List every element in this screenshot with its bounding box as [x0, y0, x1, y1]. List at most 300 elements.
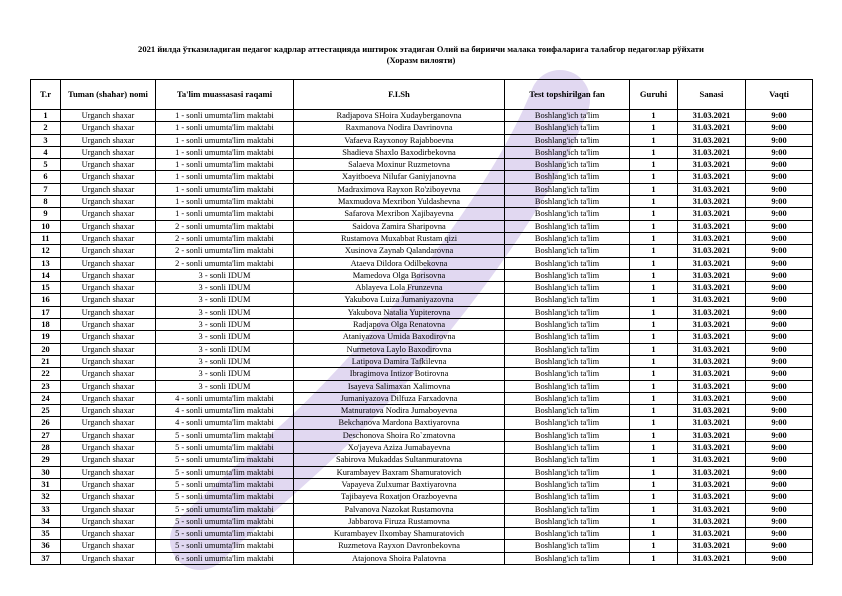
- cell-district: Urganch shaxar: [61, 282, 156, 294]
- table-row: [31, 392, 813, 404]
- cell-number: 17: [31, 306, 61, 318]
- cell-institution: 1 - sonli umumta'lim maktabi: [156, 122, 294, 134]
- title-line-2: (Хоразм вилояти): [386, 55, 456, 65]
- cell-date: 31.03.2021: [678, 528, 746, 540]
- cell-subject: Boshlang'ich ta'lim: [505, 503, 630, 515]
- cell-institution: 3 - sonli IDUM: [156, 269, 294, 281]
- cell-date: 31.03.2021: [678, 220, 746, 232]
- cell-subject: Boshlang'ich ta'lim: [505, 134, 630, 146]
- cell-number: 35: [31, 528, 61, 540]
- cell-district: Urganch shaxar: [61, 208, 156, 220]
- cell-date: 31.03.2021: [678, 232, 746, 244]
- cell-district: Urganch shaxar: [61, 355, 156, 367]
- cell-number: 3: [31, 134, 61, 146]
- cell-date: 31.03.2021: [678, 368, 746, 380]
- cell-number: 16: [31, 294, 61, 306]
- cell-group: 1: [630, 269, 678, 281]
- cell-institution: 5 - sonli umumta'lim maktabi: [156, 429, 294, 441]
- cell-group: 1: [630, 319, 678, 331]
- cell-time: 9:00: [746, 380, 813, 392]
- cell-date: 31.03.2021: [678, 257, 746, 269]
- cell-district: Urganch shaxar: [61, 442, 156, 454]
- cell-institution: 3 - sonli IDUM: [156, 306, 294, 318]
- cell-subject: Boshlang'ich ta'lim: [505, 159, 630, 171]
- cell-group: 1: [630, 208, 678, 220]
- cell-district: Urganch shaxar: [61, 110, 156, 122]
- cell-fullname: Vafaeva Rayxonoy Rajabboevna: [294, 134, 505, 146]
- cell-number: 32: [31, 491, 61, 503]
- cell-fullname: Ablayeva Lola Frunzevna: [294, 282, 505, 294]
- cell-number: 15: [31, 282, 61, 294]
- cell-number: 13: [31, 257, 61, 269]
- cell-group: 1: [630, 454, 678, 466]
- cell-number: 9: [31, 208, 61, 220]
- cell-district: Urganch shaxar: [61, 380, 156, 392]
- cell-time: 9:00: [746, 528, 813, 540]
- cell-institution: 1 - sonli umumta'lim maktabi: [156, 110, 294, 122]
- header-group: Guruhi: [630, 80, 678, 110]
- cell-subject: Boshlang'ich ta'lim: [505, 282, 630, 294]
- cell-fullname: Matnuratova Nodira Jumaboyevna: [294, 405, 505, 417]
- cell-group: 1: [630, 122, 678, 134]
- cell-subject: Boshlang'ich ta'lim: [505, 220, 630, 232]
- table-row: [31, 196, 813, 208]
- cell-number: 2: [31, 122, 61, 134]
- header-district: Tuman (shahar) nomi: [61, 80, 156, 110]
- cell-subject: Boshlang'ich ta'lim: [505, 528, 630, 540]
- cell-institution: 1 - sonli umumta'lim maktabi: [156, 171, 294, 183]
- cell-number: 21: [31, 355, 61, 367]
- cell-group: 1: [630, 183, 678, 195]
- header-row: [31, 80, 813, 110]
- cell-time: 9:00: [746, 122, 813, 134]
- cell-date: 31.03.2021: [678, 540, 746, 552]
- cell-group: 1: [630, 146, 678, 158]
- cell-subject: Boshlang'ich ta'lim: [505, 442, 630, 454]
- cell-date: 31.03.2021: [678, 343, 746, 355]
- cell-fullname: Palvanova Nazokat Rustamovna: [294, 503, 505, 515]
- cell-fullname: Isayeva Salimaxan Xalimovna: [294, 380, 505, 392]
- cell-institution: 2 - sonli umumta'lim maktabi: [156, 257, 294, 269]
- cell-number: 34: [31, 515, 61, 527]
- cell-time: 9:00: [746, 331, 813, 343]
- cell-date: 31.03.2021: [678, 146, 746, 158]
- cell-number: 14: [31, 269, 61, 281]
- cell-fullname: Raxmanova Nodira Davrinovna: [294, 122, 505, 134]
- cell-number: 11: [31, 232, 61, 244]
- cell-time: 9:00: [746, 392, 813, 404]
- cell-district: Urganch shaxar: [61, 269, 156, 281]
- cell-date: 31.03.2021: [678, 380, 746, 392]
- cell-time: 9:00: [746, 110, 813, 122]
- cell-fullname: Salaeva Moxinur Ruzmetovna: [294, 159, 505, 171]
- cell-subject: Boshlang'ich ta'lim: [505, 331, 630, 343]
- cell-number: 8: [31, 196, 61, 208]
- cell-institution: 1 - sonli umumta'lim maktabi: [156, 159, 294, 171]
- cell-group: 1: [630, 528, 678, 540]
- cell-number: 30: [31, 466, 61, 478]
- cell-time: 9:00: [746, 183, 813, 195]
- cell-group: 1: [630, 503, 678, 515]
- cell-institution: 5 - sonli umumta'lim maktabi: [156, 503, 294, 515]
- cell-district: Urganch shaxar: [61, 515, 156, 527]
- cell-institution: 5 - sonli umumta'lim maktabi: [156, 491, 294, 503]
- cell-time: 9:00: [746, 196, 813, 208]
- cell-district: Urganch shaxar: [61, 528, 156, 540]
- cell-group: 1: [630, 282, 678, 294]
- cell-time: 9:00: [746, 171, 813, 183]
- cell-group: 1: [630, 466, 678, 478]
- cell-date: 31.03.2021: [678, 417, 746, 429]
- title-line-1: 2021 йилда ўтказиладиган педагог кадрлар аттестацияда иштирок этадиган Олий ва биринчи малака тоифаларига талабгор педагоглар рўйхати: [138, 44, 704, 54]
- cell-fullname: Vapayeva Zulxumar Baxtiyarovna: [294, 478, 505, 490]
- cell-number: 5: [31, 159, 61, 171]
- cell-institution: 5 - sonli umumta'lim maktabi: [156, 540, 294, 552]
- cell-district: Urganch shaxar: [61, 319, 156, 331]
- cell-institution: 5 - sonli umumta'lim maktabi: [156, 442, 294, 454]
- cell-subject: Boshlang'ich ta'lim: [505, 515, 630, 527]
- candidates-table: [30, 79, 813, 565]
- cell-district: Urganch shaxar: [61, 503, 156, 515]
- cell-group: 1: [630, 442, 678, 454]
- table-row: [31, 122, 813, 134]
- cell-time: 9:00: [746, 343, 813, 355]
- table-row: [31, 319, 813, 331]
- cell-date: 31.03.2021: [678, 515, 746, 527]
- table-row: [31, 146, 813, 158]
- cell-institution: 1 - sonli umumta'lim maktabi: [156, 134, 294, 146]
- cell-group: 1: [630, 306, 678, 318]
- cell-institution: 4 - sonli umumta'lim maktabi: [156, 405, 294, 417]
- cell-group: 1: [630, 515, 678, 527]
- cell-fullname: Rustamova Muxabbat Rustam qizi: [294, 232, 505, 244]
- cell-subject: Boshlang'ich ta'lim: [505, 478, 630, 490]
- table-row: [31, 552, 813, 564]
- cell-time: 9:00: [746, 306, 813, 318]
- cell-time: 9:00: [746, 417, 813, 429]
- cell-institution: 1 - sonli umumta'lim maktabi: [156, 146, 294, 158]
- cell-district: Urganch shaxar: [61, 552, 156, 564]
- cell-group: 1: [630, 196, 678, 208]
- cell-subject: Boshlang'ich ta'lim: [505, 355, 630, 367]
- cell-date: 31.03.2021: [678, 171, 746, 183]
- cell-group: 1: [630, 294, 678, 306]
- cell-fullname: Tajibayeva Roxatjon Orazboyevna: [294, 491, 505, 503]
- cell-date: 31.03.2021: [678, 478, 746, 490]
- cell-institution: 1 - sonli umumta'lim maktabi: [156, 183, 294, 195]
- cell-date: 31.03.2021: [678, 306, 746, 318]
- cell-fullname: Nurmetova Laylo Baxodirovna: [294, 343, 505, 355]
- cell-subject: Boshlang'ich ta'lim: [505, 540, 630, 552]
- cell-date: 31.03.2021: [678, 122, 746, 134]
- cell-district: Urganch shaxar: [61, 306, 156, 318]
- cell-fullname: Kurambayev Baxram Shamuratovich: [294, 466, 505, 478]
- table-row: [31, 442, 813, 454]
- cell-fullname: Saidova Zamira Sharipovna: [294, 220, 505, 232]
- cell-fullname: Radjapova Olga Renatovna: [294, 319, 505, 331]
- cell-fullname: Radjapova SHoira Xudayberganovna: [294, 110, 505, 122]
- cell-subject: Boshlang'ich ta'lim: [505, 343, 630, 355]
- cell-fullname: Deschonova Shoira Ro`zmatovna: [294, 429, 505, 441]
- cell-number: 4: [31, 146, 61, 158]
- table-row: [31, 368, 813, 380]
- cell-time: 9:00: [746, 159, 813, 171]
- header-fullname: F.I.Sh: [294, 80, 505, 110]
- cell-group: 1: [630, 429, 678, 441]
- table-row: [31, 466, 813, 478]
- cell-group: 1: [630, 380, 678, 392]
- table-row: [31, 110, 813, 122]
- cell-fullname: Madraximova Rayxon Ro'ziboyevna: [294, 183, 505, 195]
- cell-group: 1: [630, 392, 678, 404]
- cell-fullname: Ruzmetova Rayxon Davronbekovna: [294, 540, 505, 552]
- cell-date: 31.03.2021: [678, 319, 746, 331]
- cell-fullname: Sabirova Mukaddas Sultanmuratovna: [294, 454, 505, 466]
- cell-institution: 2 - sonli umumta'lim maktabi: [156, 245, 294, 257]
- table-row: [31, 454, 813, 466]
- cell-number: 7: [31, 183, 61, 195]
- table-row: [31, 171, 813, 183]
- cell-group: 1: [630, 343, 678, 355]
- cell-number: 19: [31, 331, 61, 343]
- table-row: [31, 429, 813, 441]
- table-row: [31, 208, 813, 220]
- cell-subject: Boshlang'ich ta'lim: [505, 232, 630, 244]
- cell-institution: 3 - sonli IDUM: [156, 331, 294, 343]
- cell-district: Urganch shaxar: [61, 122, 156, 134]
- cell-time: 9:00: [746, 454, 813, 466]
- cell-institution: 4 - sonli umumta'lim maktabi: [156, 392, 294, 404]
- cell-subject: Boshlang'ich ta'lim: [505, 552, 630, 564]
- table-row: [31, 159, 813, 171]
- cell-fullname: Maxmudova Mexribon Yuldashevna: [294, 196, 505, 208]
- cell-subject: Boshlang'ich ta'lim: [505, 122, 630, 134]
- cell-subject: Boshlang'ich ta'lim: [505, 183, 630, 195]
- cell-institution: 3 - sonli IDUM: [156, 294, 294, 306]
- cell-subject: Boshlang'ich ta'lim: [505, 196, 630, 208]
- cell-institution: 1 - sonli umumta'lim maktabi: [156, 196, 294, 208]
- cell-group: 1: [630, 331, 678, 343]
- cell-subject: Boshlang'ich ta'lim: [505, 110, 630, 122]
- cell-fullname: Jumaniyazova Dilfuza Farxadovna: [294, 392, 505, 404]
- cell-date: 31.03.2021: [678, 552, 746, 564]
- cell-number: 33: [31, 503, 61, 515]
- cell-time: 9:00: [746, 232, 813, 244]
- cell-time: 9:00: [746, 491, 813, 503]
- cell-fullname: Ibragimova Intizor Botirovna: [294, 368, 505, 380]
- cell-group: 1: [630, 540, 678, 552]
- cell-number: 27: [31, 429, 61, 441]
- cell-number: 10: [31, 220, 61, 232]
- cell-number: 37: [31, 552, 61, 564]
- cell-fullname: Atajonova Shoira Palatovna: [294, 552, 505, 564]
- cell-date: 31.03.2021: [678, 208, 746, 220]
- cell-number: 1: [31, 110, 61, 122]
- cell-group: 1: [630, 110, 678, 122]
- cell-time: 9:00: [746, 552, 813, 564]
- cell-institution: 3 - sonli IDUM: [156, 355, 294, 367]
- cell-date: 31.03.2021: [678, 110, 746, 122]
- cell-time: 9:00: [746, 429, 813, 441]
- cell-number: 26: [31, 417, 61, 429]
- cell-district: Urganch shaxar: [61, 245, 156, 257]
- table-row: [31, 183, 813, 195]
- cell-time: 9:00: [746, 355, 813, 367]
- cell-district: Urganch shaxar: [61, 232, 156, 244]
- cell-institution: 2 - sonli umumta'lim maktabi: [156, 232, 294, 244]
- table-row: [31, 528, 813, 540]
- table-row: [31, 282, 813, 294]
- cell-institution: 5 - sonli umumta'lim maktabi: [156, 454, 294, 466]
- cell-group: 1: [630, 171, 678, 183]
- table-row: [31, 306, 813, 318]
- cell-group: 1: [630, 220, 678, 232]
- cell-district: Urganch shaxar: [61, 392, 156, 404]
- cell-fullname: Kurambayev Ilxombay Shamuratovich: [294, 528, 505, 540]
- cell-institution: 3 - sonli IDUM: [156, 282, 294, 294]
- cell-date: 31.03.2021: [678, 196, 746, 208]
- cell-subject: Boshlang'ich ta'lim: [505, 257, 630, 269]
- cell-fullname: Safarova Mexribon Xajibayevna: [294, 208, 505, 220]
- cell-time: 9:00: [746, 220, 813, 232]
- cell-group: 1: [630, 355, 678, 367]
- cell-subject: Boshlang'ich ta'lim: [505, 380, 630, 392]
- cell-number: 20: [31, 343, 61, 355]
- table-row: [31, 294, 813, 306]
- table-header: [31, 80, 813, 110]
- cell-subject: Boshlang'ich ta'lim: [505, 294, 630, 306]
- cell-fullname: Bekchanova Mardona Baxtiyarovna: [294, 417, 505, 429]
- cell-subject: Boshlang'ich ta'lim: [505, 466, 630, 478]
- cell-district: Urganch shaxar: [61, 294, 156, 306]
- cell-district: Urganch shaxar: [61, 491, 156, 503]
- table-row: [31, 515, 813, 527]
- cell-group: 1: [630, 552, 678, 564]
- cell-district: Urganch shaxar: [61, 478, 156, 490]
- cell-time: 9:00: [746, 540, 813, 552]
- cell-time: 9:00: [746, 405, 813, 417]
- cell-date: 31.03.2021: [678, 405, 746, 417]
- header-date: Sanasi: [678, 80, 746, 110]
- cell-number: 18: [31, 319, 61, 331]
- table-row: [31, 478, 813, 490]
- cell-institution: 5 - sonli umumta'lim maktabi: [156, 528, 294, 540]
- cell-subject: Boshlang'ich ta'lim: [505, 368, 630, 380]
- cell-institution: 3 - sonli IDUM: [156, 368, 294, 380]
- cell-group: 1: [630, 159, 678, 171]
- cell-subject: Boshlang'ich ta'lim: [505, 405, 630, 417]
- cell-subject: Boshlang'ich ta'lim: [505, 429, 630, 441]
- cell-date: 31.03.2021: [678, 159, 746, 171]
- cell-group: 1: [630, 232, 678, 244]
- cell-subject: Boshlang'ich ta'lim: [505, 392, 630, 404]
- cell-institution: 5 - sonli umumta'lim maktabi: [156, 515, 294, 527]
- table-row: [31, 245, 813, 257]
- cell-institution: 3 - sonli IDUM: [156, 380, 294, 392]
- cell-date: 31.03.2021: [678, 355, 746, 367]
- table-row: [31, 380, 813, 392]
- table-row: [31, 503, 813, 515]
- cell-district: Urganch shaxar: [61, 454, 156, 466]
- cell-date: 31.03.2021: [678, 282, 746, 294]
- cell-district: Urganch shaxar: [61, 368, 156, 380]
- cell-subject: Boshlang'ich ta'lim: [505, 319, 630, 331]
- cell-time: 9:00: [746, 319, 813, 331]
- cell-institution: 2 - sonli umumta'lim maktabi: [156, 220, 294, 232]
- cell-number: 31: [31, 478, 61, 490]
- cell-time: 9:00: [746, 503, 813, 515]
- cell-date: 31.03.2021: [678, 491, 746, 503]
- cell-group: 1: [630, 405, 678, 417]
- header-tr: T.r: [31, 80, 61, 110]
- cell-date: 31.03.2021: [678, 183, 746, 195]
- cell-district: Urganch shaxar: [61, 417, 156, 429]
- cell-district: Urganch shaxar: [61, 540, 156, 552]
- cell-institution: 5 - sonli umumta'lim maktabi: [156, 478, 294, 490]
- cell-time: 9:00: [746, 134, 813, 146]
- cell-time: 9:00: [746, 269, 813, 281]
- table-row: [31, 232, 813, 244]
- cell-district: Urganch shaxar: [61, 146, 156, 158]
- cell-number: 25: [31, 405, 61, 417]
- table-row: [31, 257, 813, 269]
- cell-institution: 5 - sonli umumta'lim maktabi: [156, 466, 294, 478]
- cell-time: 9:00: [746, 146, 813, 158]
- cell-district: Urganch shaxar: [61, 171, 156, 183]
- cell-institution: 3 - sonli IDUM: [156, 343, 294, 355]
- cell-time: 9:00: [746, 478, 813, 490]
- cell-subject: Boshlang'ich ta'lim: [505, 171, 630, 183]
- cell-institution: 6 - sonli umumta'lim maktabi: [156, 552, 294, 564]
- cell-fullname: Latipova Damira Tafkilevna: [294, 355, 505, 367]
- cell-fullname: Xo'jayeva Aziza Jumabayevna: [294, 442, 505, 454]
- cell-district: Urganch shaxar: [61, 429, 156, 441]
- cell-date: 31.03.2021: [678, 429, 746, 441]
- cell-time: 9:00: [746, 466, 813, 478]
- cell-institution: 4 - sonli umumta'lim maktabi: [156, 417, 294, 429]
- cell-subject: Boshlang'ich ta'lim: [505, 245, 630, 257]
- cell-date: 31.03.2021: [678, 442, 746, 454]
- cell-date: 31.03.2021: [678, 503, 746, 515]
- cell-district: Urganch shaxar: [61, 405, 156, 417]
- cell-group: 1: [630, 368, 678, 380]
- cell-fullname: Shadieva Shaxlo Baxodirbekovna: [294, 146, 505, 158]
- cell-subject: Boshlang'ich ta'lim: [505, 491, 630, 503]
- cell-time: 9:00: [746, 208, 813, 220]
- cell-number: 23: [31, 380, 61, 392]
- cell-district: Urganch shaxar: [61, 220, 156, 232]
- cell-subject: Boshlang'ich ta'lim: [505, 454, 630, 466]
- cell-time: 9:00: [746, 515, 813, 527]
- cell-subject: Boshlang'ich ta'lim: [505, 269, 630, 281]
- header-subject: Test topshirilgan fan: [505, 80, 630, 110]
- cell-group: 1: [630, 417, 678, 429]
- cell-subject: Boshlang'ich ta'lim: [505, 306, 630, 318]
- cell-district: Urganch shaxar: [61, 196, 156, 208]
- cell-fullname: Ataniyazova Umida Baxodirovna: [294, 331, 505, 343]
- cell-group: 1: [630, 257, 678, 269]
- cell-fullname: Mamedova Olga Borisovna: [294, 269, 505, 281]
- cell-number: 6: [31, 171, 61, 183]
- cell-group: 1: [630, 245, 678, 257]
- cell-number: 36: [31, 540, 61, 552]
- cell-district: Urganch shaxar: [61, 343, 156, 355]
- cell-number: 29: [31, 454, 61, 466]
- document-title: [0, 44, 842, 66]
- table-body: [31, 110, 813, 565]
- cell-district: Urganch shaxar: [61, 331, 156, 343]
- cell-fullname: Ataeva Dildora Odilbekovna: [294, 257, 505, 269]
